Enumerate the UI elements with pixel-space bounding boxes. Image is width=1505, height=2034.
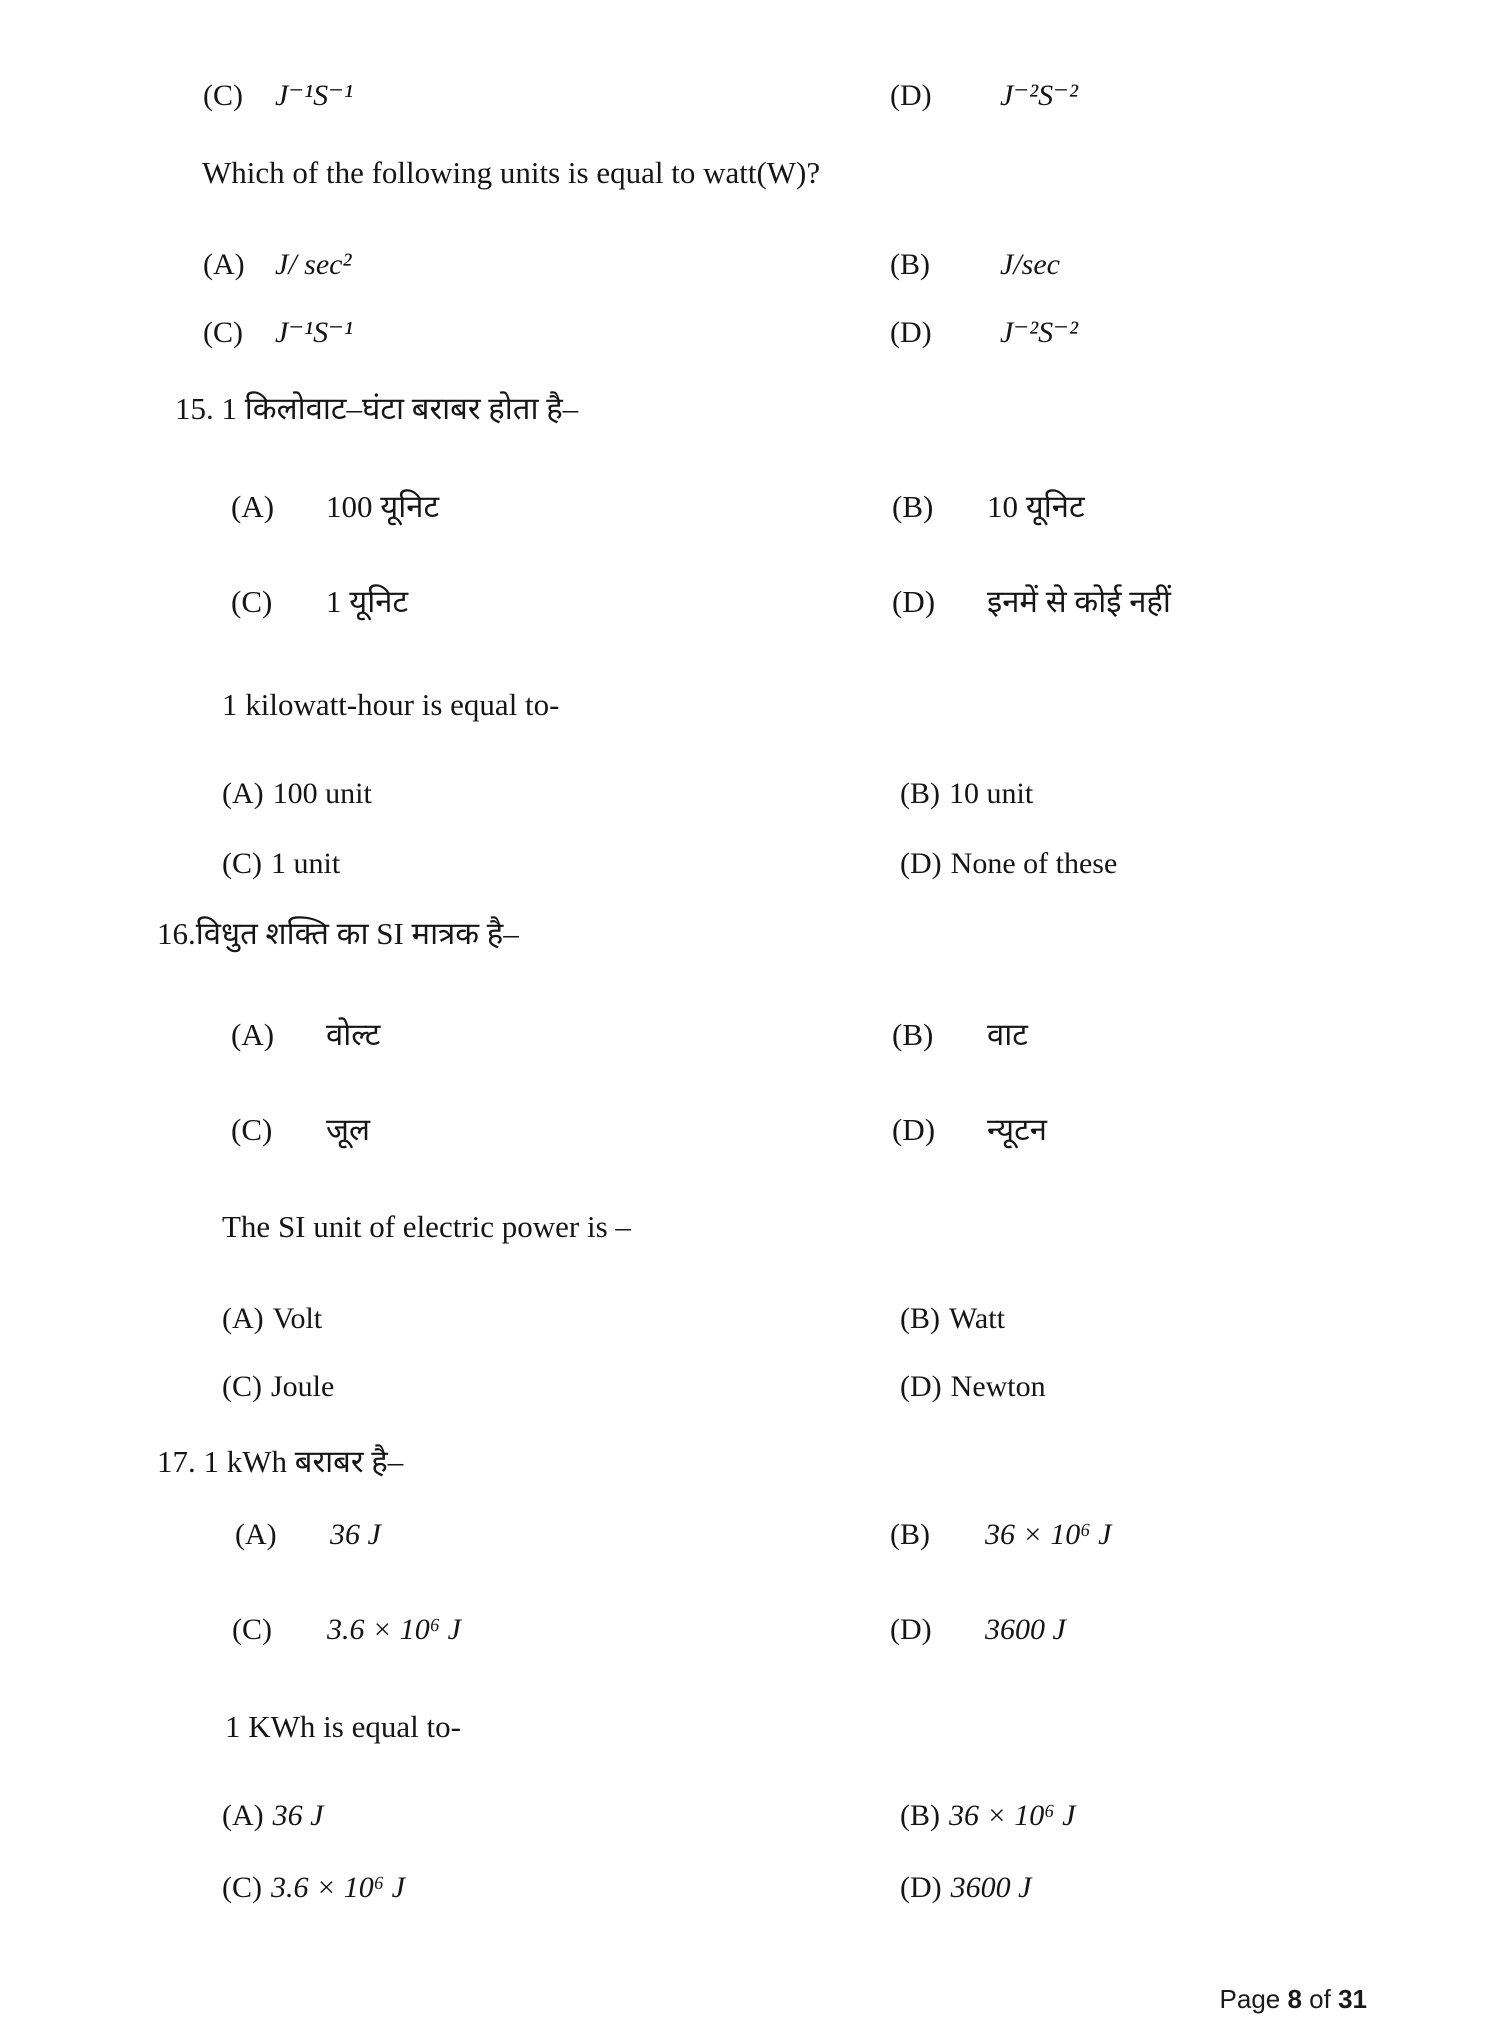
option-value: Volt bbox=[272, 1302, 323, 1335]
option bbox=[231, 1108, 370, 1150]
option-label: (A) bbox=[222, 1302, 264, 1335]
option-label: (A) bbox=[231, 1017, 275, 1052]
option-value: वोल्ट bbox=[326, 1017, 381, 1052]
option-value: J⁻¹S⁻¹ bbox=[275, 79, 353, 112]
option-value: 36 × 10⁶ J bbox=[949, 1799, 1076, 1832]
option-value: J⁻¹S⁻¹ bbox=[275, 316, 353, 349]
total-pages: 31 bbox=[1338, 1984, 1367, 2014]
option-label: (C) bbox=[222, 1370, 262, 1403]
option-value: 10 यूनिट bbox=[987, 489, 1085, 524]
option-value: 36 × 10⁶ J bbox=[985, 1518, 1112, 1551]
option bbox=[892, 580, 1171, 622]
option-value: इनमें से कोई नहीं bbox=[987, 584, 1171, 619]
option bbox=[235, 1518, 381, 1552]
question-heading: 15. 1 किलोवाट–घंटा बराबर होता है– bbox=[175, 391, 579, 426]
option-value: जूल bbox=[326, 1112, 371, 1147]
option-label: (C) bbox=[203, 316, 243, 349]
option-label: (D) bbox=[890, 79, 932, 112]
option bbox=[890, 248, 1060, 282]
option-value: 3.6 × 10⁶ J bbox=[271, 1871, 405, 1904]
option bbox=[900, 777, 1033, 811]
page-number: 8 bbox=[1287, 1984, 1302, 2014]
option bbox=[890, 1613, 1066, 1647]
option-label: (A) bbox=[222, 1799, 264, 1832]
option bbox=[222, 1799, 323, 1833]
option-value: 36 J bbox=[272, 1799, 324, 1832]
option-value: J⁻²S⁻² bbox=[1000, 79, 1078, 112]
option bbox=[900, 847, 1117, 881]
footer-middle: of bbox=[1301, 1984, 1339, 2014]
option-label: (A) bbox=[235, 1518, 277, 1551]
option bbox=[222, 847, 340, 881]
option-value: 100 यूनिट bbox=[326, 489, 440, 524]
option bbox=[232, 1613, 461, 1647]
option bbox=[231, 485, 439, 527]
option-label: (B) bbox=[890, 1518, 930, 1551]
option bbox=[203, 248, 351, 282]
option-label: (D) bbox=[892, 584, 936, 619]
option bbox=[900, 1370, 1046, 1404]
option bbox=[222, 1871, 405, 1905]
option-label: (D) bbox=[890, 1613, 932, 1646]
option-value: 3600 J bbox=[950, 1871, 1032, 1904]
option-label: (D) bbox=[900, 1871, 942, 1904]
option bbox=[900, 1799, 1076, 1833]
option-label: (B) bbox=[890, 248, 930, 281]
option-value: Joule bbox=[271, 1370, 335, 1403]
option-label: (B) bbox=[892, 1017, 934, 1052]
option-label: (D) bbox=[900, 847, 942, 880]
option bbox=[892, 485, 1085, 527]
option-value: न्यूटन bbox=[987, 1112, 1047, 1147]
option-value: 1 यूनिट bbox=[326, 584, 409, 619]
option bbox=[892, 1013, 1028, 1055]
option-label: (B) bbox=[900, 1799, 940, 1832]
option bbox=[892, 1108, 1047, 1150]
option-label: (A) bbox=[203, 248, 245, 281]
option-value: J⁻²S⁻² bbox=[1000, 316, 1078, 349]
question-text: 1 kilowatt-hour is equal to- bbox=[222, 687, 560, 722]
option bbox=[900, 1302, 1005, 1336]
footer-prefix: Page bbox=[1219, 1984, 1288, 2014]
option-label: (C) bbox=[231, 1112, 273, 1147]
option-label: (D) bbox=[890, 316, 932, 349]
option-label: (D) bbox=[900, 1370, 942, 1403]
option-label: (C) bbox=[232, 1613, 272, 1646]
option bbox=[900, 1871, 1031, 1905]
option-label: (B) bbox=[900, 777, 940, 810]
option-label: (C) bbox=[222, 1871, 262, 1904]
option bbox=[203, 315, 353, 350]
option bbox=[890, 78, 1078, 113]
option bbox=[231, 1013, 380, 1055]
option-label: (B) bbox=[892, 489, 934, 524]
option bbox=[890, 1518, 1112, 1552]
option-value: None of these bbox=[950, 847, 1118, 880]
option-value: 3.6 × 10⁶ J bbox=[327, 1613, 461, 1646]
option bbox=[222, 777, 372, 811]
question-text: 1 KWh is equal to- bbox=[225, 1709, 461, 1744]
option-value: J/sec bbox=[1000, 248, 1060, 281]
option-label: (C) bbox=[222, 847, 262, 880]
option-value: 100 unit bbox=[272, 777, 372, 810]
option-value: वाट bbox=[987, 1017, 1028, 1052]
option-label: (A) bbox=[231, 489, 275, 524]
option-value: Watt bbox=[949, 1302, 1005, 1335]
option-value: Newton bbox=[950, 1370, 1046, 1403]
question-text: The SI unit of electric power is – bbox=[222, 1209, 631, 1244]
question-heading: 16.विधुत शक्ति का SI मात्रक है– bbox=[157, 916, 519, 951]
option-label: (A) bbox=[222, 777, 264, 810]
page-footer bbox=[1220, 1984, 1367, 2015]
option bbox=[890, 315, 1078, 350]
option-label: (C) bbox=[203, 79, 243, 112]
question-text: Which of the following units is equal to watt(W)? bbox=[202, 155, 821, 190]
option-value: 36 J bbox=[330, 1518, 381, 1551]
option bbox=[222, 1370, 334, 1404]
option-value: 3600 J bbox=[985, 1613, 1066, 1646]
option-value: J/ sec² bbox=[275, 248, 352, 281]
option-label: (D) bbox=[892, 1112, 936, 1147]
option bbox=[231, 580, 408, 622]
option-value: 1 unit bbox=[271, 847, 341, 880]
question-heading: 17. 1 kWh बराबर है– bbox=[157, 1444, 404, 1479]
option-label: (B) bbox=[900, 1302, 940, 1335]
option bbox=[203, 78, 353, 113]
option-value: 10 unit bbox=[949, 777, 1034, 810]
option bbox=[222, 1302, 322, 1336]
option-label: (C) bbox=[231, 584, 273, 619]
